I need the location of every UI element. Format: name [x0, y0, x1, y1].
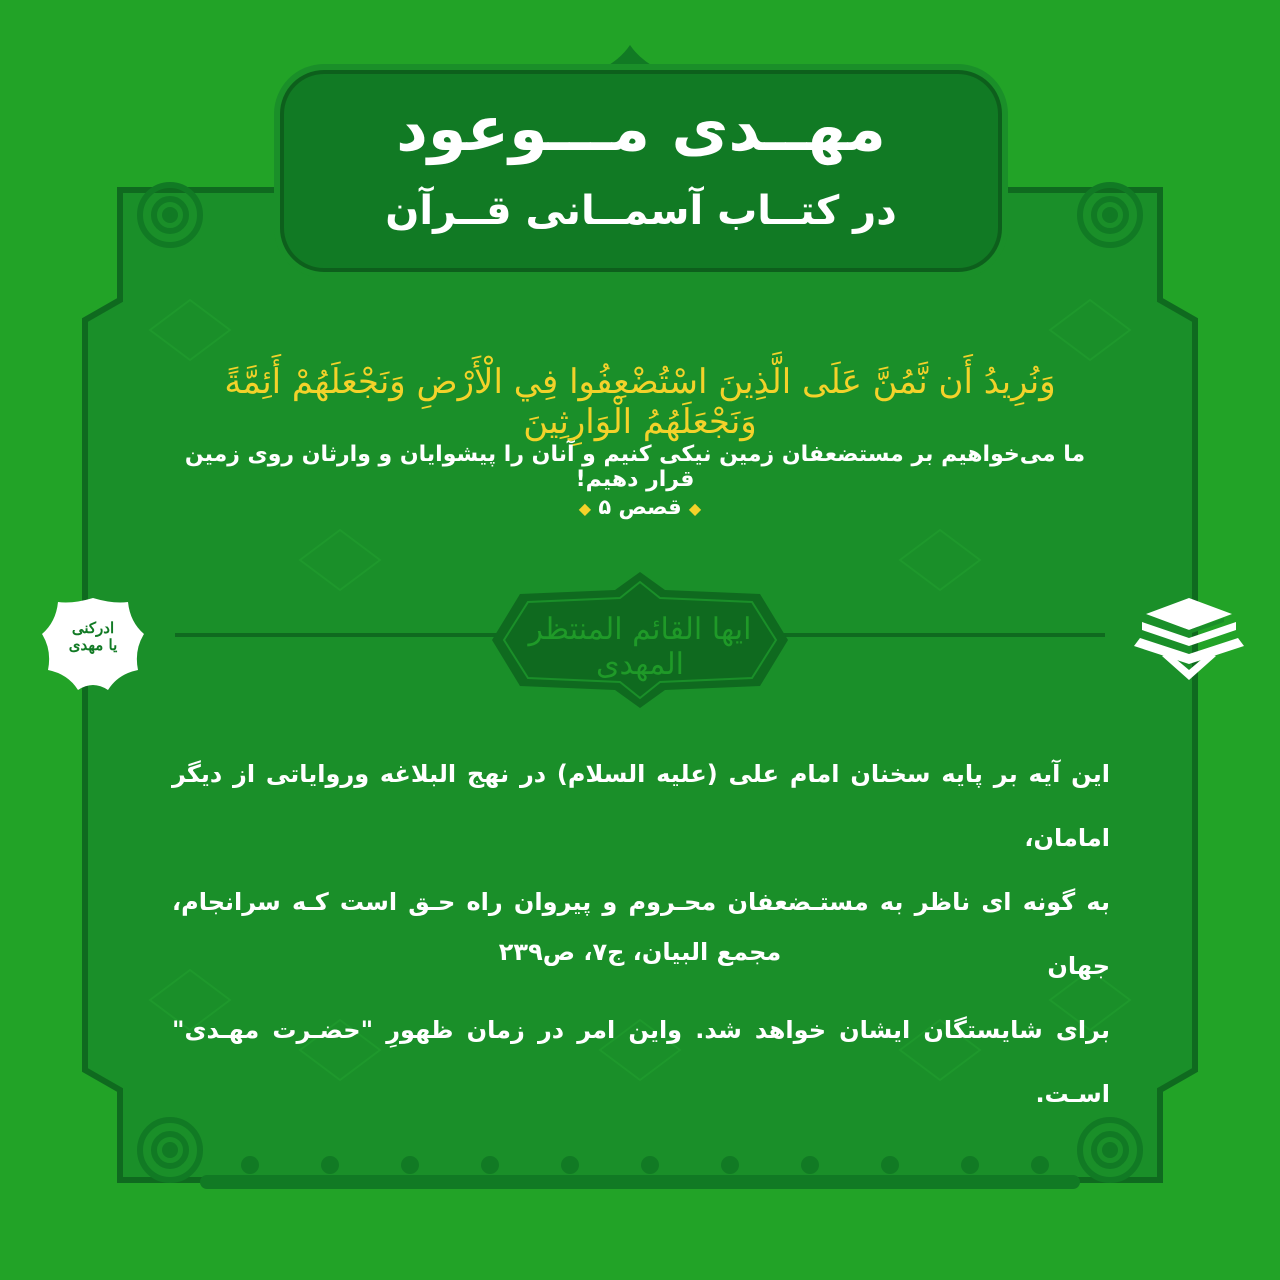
source-citation: مجمع البیان، ج۷، ص۲۳۹: [498, 938, 782, 966]
verse-translation: ما می‌خواهیم بر مستضعفان زمین نیکی کنیم و آنان را پیشوایان و وارثان روی زمین قرار دهیم!: [184, 442, 1086, 492]
body-line: برای شایستگان ایشان خواهد شد. واین امر در زمان ظهورِ "حضـرت مهـدی" اسـت.: [172, 1016, 1110, 1108]
quran-book-icon: [1132, 596, 1246, 682]
logo-left-text: [48, 620, 138, 654]
page-subtitle: در کتــاب آسمــانی قــرآن: [385, 188, 897, 234]
body-line: این آیه بر پایه سخنان امام علی (علیه السلام) در نهج البلاغه وروایاتی از دیگر امامان،: [172, 760, 1110, 852]
body-line: به گونه ای ناظر به مستـضعفان محـروم و پیروان راه حـق است کـه سرانجام، جهان: [172, 888, 1110, 980]
diamond-ornament-icon: ◆: [688, 499, 702, 518]
body-paragraph: [172, 742, 1110, 1126]
page-title: مهــدی مـــوعود: [396, 92, 886, 165]
calligraphy-text: ایها القائم المنتظر المهدی: [528, 612, 752, 682]
diamond-ornament-icon: ◆: [578, 499, 592, 518]
quran-verse: وَنُرِيدُ أَن نَّمُنَّ عَلَى الَّذِينَ اسْتُضْعِفُوا فِي الْأَرْضِ وَنَجْعَلَهُمْ أَئِمَّةً وَنَجْعَلَهُمُ الْوَارِثِينَ: [224, 362, 1056, 442]
reference-text: قصص ۵: [598, 495, 682, 519]
logo-line: ادرکنی: [71, 619, 115, 637]
logo-line: یا مهدی: [68, 636, 118, 654]
verse-reference: [540, 495, 740, 519]
